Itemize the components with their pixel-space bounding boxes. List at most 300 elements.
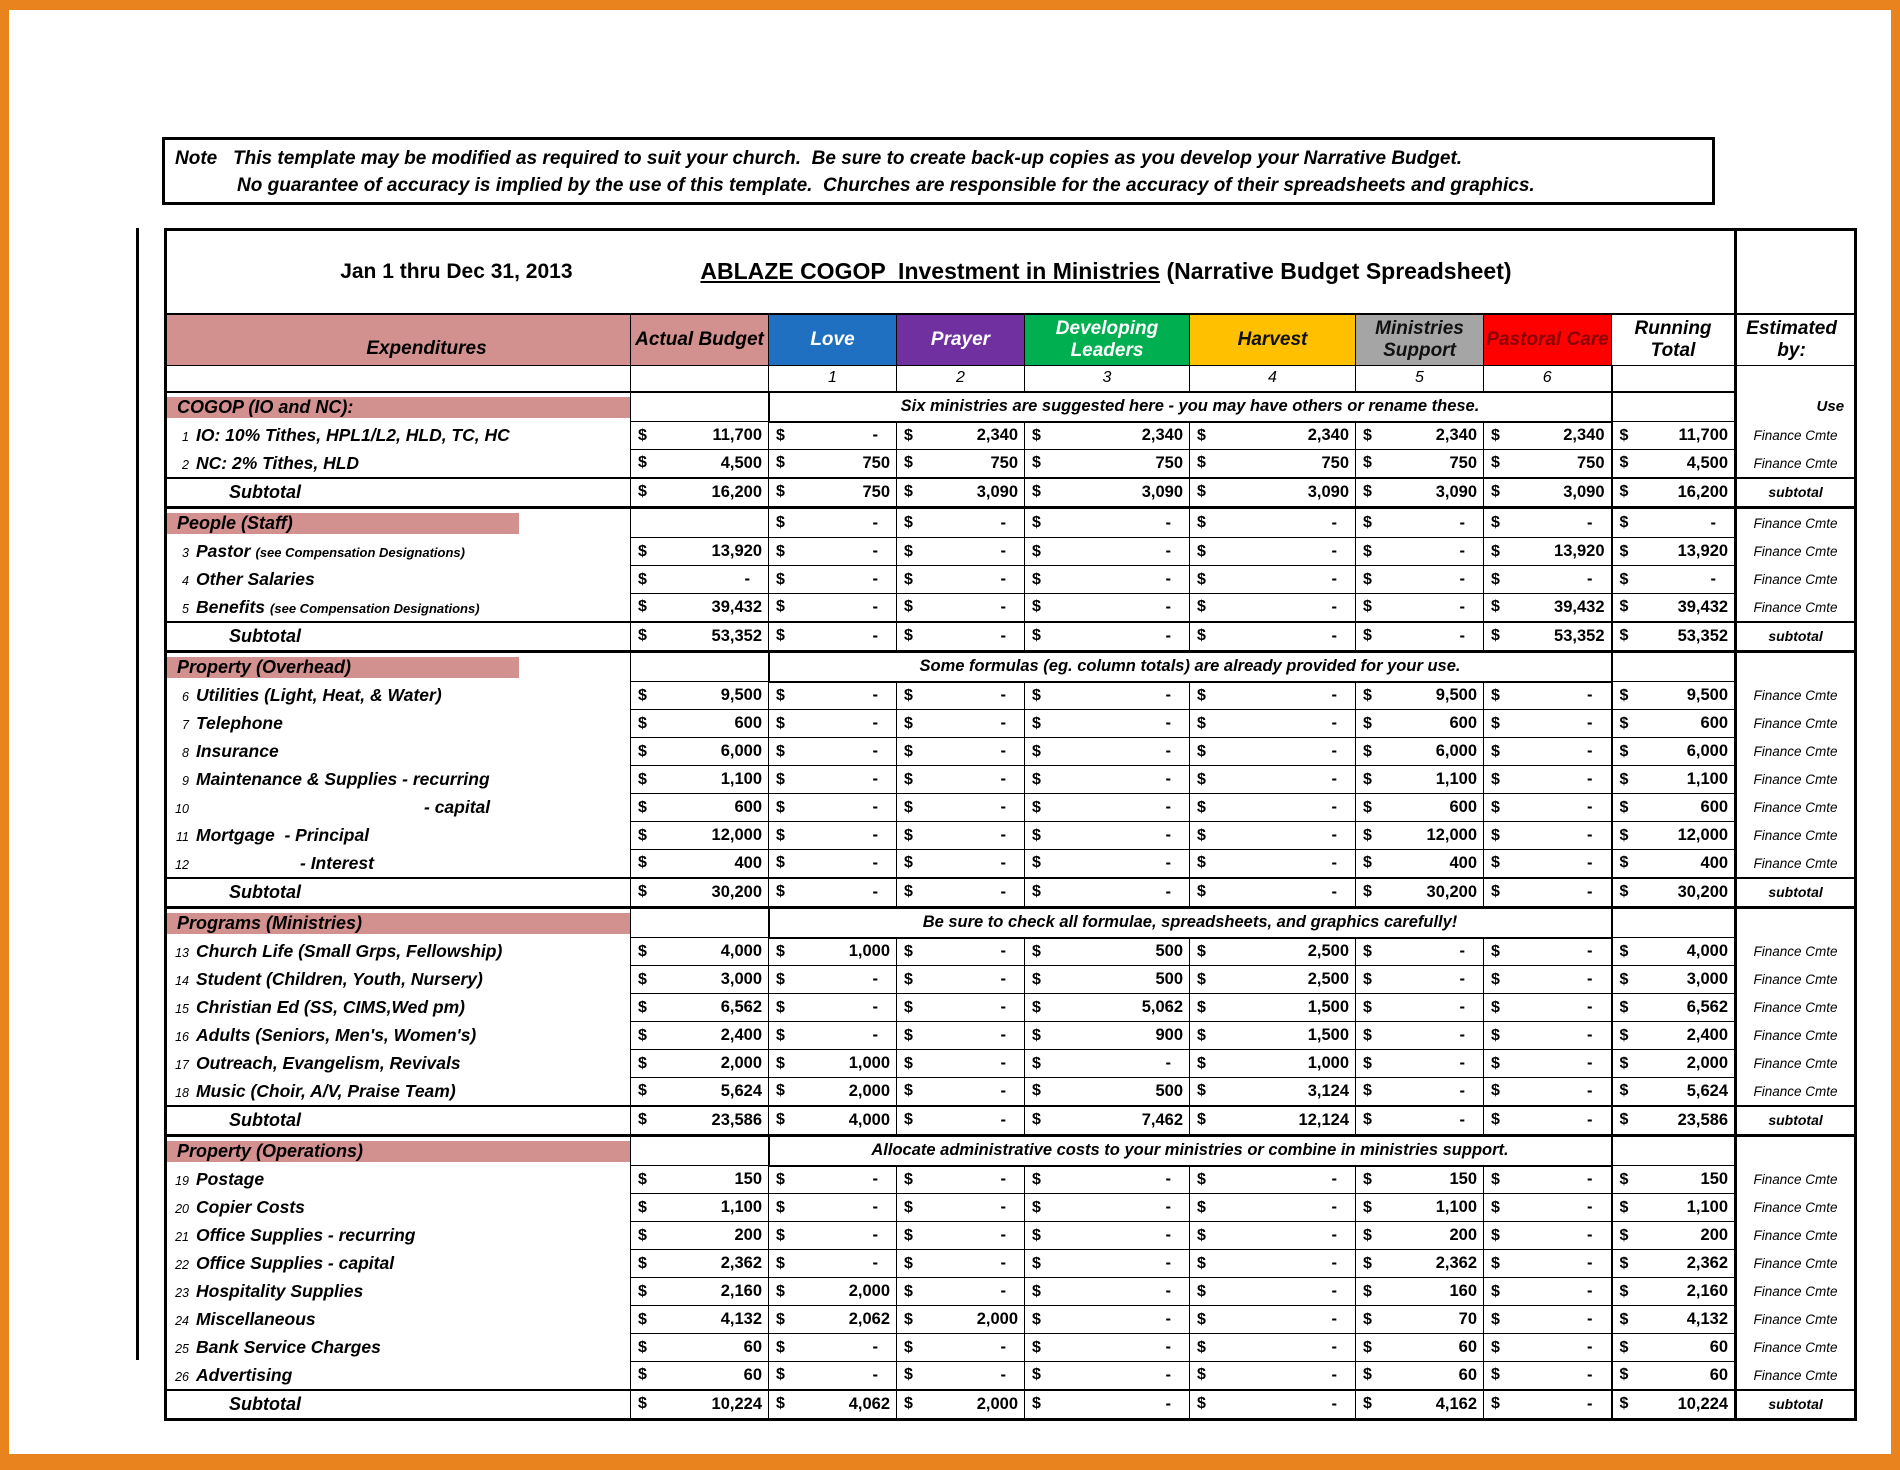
cell-actual-budget[interactable] bbox=[631, 478, 769, 508]
cell-ministries-support[interactable] bbox=[1356, 738, 1484, 766]
cell-ministries-support[interactable] bbox=[1356, 1166, 1484, 1194]
cell-prayer[interactable] bbox=[897, 538, 1025, 566]
cell-developing-leaders[interactable] bbox=[1025, 422, 1190, 450]
cell-running-total[interactable] bbox=[1612, 850, 1736, 878]
cell-ministries-support[interactable] bbox=[1356, 878, 1484, 908]
cell-prayer[interactable] bbox=[897, 710, 1025, 738]
col-header-running-total[interactable]: Running Total bbox=[1612, 314, 1736, 366]
cell-actual-budget[interactable] bbox=[631, 422, 769, 450]
cell-actual-budget[interactable] bbox=[631, 966, 769, 994]
cell-ministries-support[interactable] bbox=[1356, 1050, 1484, 1078]
cell-actual-budget[interactable] bbox=[631, 1362, 769, 1390]
cell-expenditure-label[interactable] bbox=[166, 594, 631, 622]
cell-prayer[interactable] bbox=[897, 1078, 1025, 1106]
cell-ministries-support[interactable] bbox=[1356, 1022, 1484, 1050]
cell-running-total[interactable] bbox=[1612, 1222, 1736, 1250]
cell-running-total[interactable] bbox=[1612, 938, 1736, 966]
cell-actual-budget[interactable] bbox=[631, 1166, 769, 1194]
cell-actual-budget[interactable] bbox=[631, 766, 769, 794]
cell-pastoral-care[interactable] bbox=[1484, 594, 1612, 622]
cell-prayer[interactable] bbox=[897, 478, 1025, 508]
ministry-number-3[interactable]: 3 bbox=[1025, 366, 1190, 392]
cell-running-total[interactable] bbox=[1612, 738, 1736, 766]
cell-expenditure-label[interactable] bbox=[166, 994, 631, 1022]
cell-expenditure-label[interactable] bbox=[166, 738, 631, 766]
cell-developing-leaders[interactable] bbox=[1025, 594, 1190, 622]
cell-ministries-support[interactable] bbox=[1356, 850, 1484, 878]
cell-harvest[interactable] bbox=[1190, 1306, 1356, 1334]
cell-actual-budget[interactable] bbox=[631, 1022, 769, 1050]
cell-expenditure-label[interactable] bbox=[166, 1334, 631, 1362]
cell-actual-budget[interactable] bbox=[631, 622, 769, 652]
cell-harvest[interactable] bbox=[1190, 794, 1356, 822]
cell-love[interactable] bbox=[769, 566, 897, 594]
cell-developing-leaders[interactable] bbox=[1025, 794, 1190, 822]
cell-pastoral-care[interactable] bbox=[1484, 1390, 1612, 1420]
cell-pastoral-care[interactable] bbox=[1484, 822, 1612, 850]
cell-ministries-support[interactable] bbox=[1356, 1278, 1484, 1306]
cell-harvest[interactable] bbox=[1190, 1334, 1356, 1362]
cell-expenditure-label[interactable] bbox=[166, 1194, 631, 1222]
cell-estimated-by[interactable]: Finance Cmte bbox=[1736, 422, 1856, 450]
blank-cell[interactable] bbox=[631, 366, 769, 392]
cell-developing-leaders[interactable] bbox=[1025, 822, 1190, 850]
cell-actual-budget[interactable] bbox=[631, 392, 769, 422]
cell-developing-leaders[interactable] bbox=[1025, 1334, 1190, 1362]
cell-actual-budget[interactable] bbox=[631, 1306, 769, 1334]
cell-pastoral-care[interactable] bbox=[1484, 794, 1612, 822]
cell-love[interactable] bbox=[769, 1390, 897, 1420]
cell-love[interactable] bbox=[769, 1306, 897, 1334]
cell-harvest[interactable] bbox=[1190, 966, 1356, 994]
cell-developing-leaders[interactable] bbox=[1025, 1166, 1190, 1194]
cell-estimated-by[interactable]: subtotal bbox=[1736, 1106, 1856, 1136]
cell-running-total[interactable] bbox=[1612, 566, 1736, 594]
cell-ministries-support[interactable] bbox=[1356, 1250, 1484, 1278]
cell-actual-budget[interactable] bbox=[631, 1136, 769, 1166]
cell-estimated-by[interactable]: Finance Cmte bbox=[1736, 1222, 1856, 1250]
cell-running-total[interactable] bbox=[1612, 908, 1736, 938]
cell-harvest[interactable] bbox=[1190, 422, 1356, 450]
cell-love[interactable] bbox=[769, 850, 897, 878]
cell-running-total[interactable] bbox=[1612, 822, 1736, 850]
cell-developing-leaders[interactable] bbox=[1025, 682, 1190, 710]
cell-estimated-by[interactable]: subtotal bbox=[1736, 878, 1856, 908]
cell-pastoral-care[interactable] bbox=[1484, 1166, 1612, 1194]
cell-actual-budget[interactable] bbox=[631, 1050, 769, 1078]
cell-actual-budget[interactable] bbox=[631, 850, 769, 878]
cell-running-total[interactable] bbox=[1612, 794, 1736, 822]
cell-love[interactable] bbox=[769, 966, 897, 994]
cell-harvest[interactable] bbox=[1190, 538, 1356, 566]
cell-prayer[interactable] bbox=[897, 422, 1025, 450]
cell-running-total[interactable] bbox=[1612, 594, 1736, 622]
cell-prayer[interactable] bbox=[897, 994, 1025, 1022]
cell-developing-leaders[interactable] bbox=[1025, 1390, 1190, 1420]
cell-developing-leaders[interactable] bbox=[1025, 538, 1190, 566]
cell-pastoral-care[interactable] bbox=[1484, 566, 1612, 594]
cell-pastoral-care[interactable] bbox=[1484, 1362, 1612, 1390]
cell-love[interactable] bbox=[769, 938, 897, 966]
cell-actual-budget[interactable] bbox=[631, 908, 769, 938]
cell-developing-leaders[interactable] bbox=[1025, 878, 1190, 908]
col-header-expenditures[interactable]: Expenditures bbox=[166, 314, 631, 366]
cell-actual-budget[interactable] bbox=[631, 1278, 769, 1306]
cell-prayer[interactable] bbox=[897, 1362, 1025, 1390]
cell-harvest[interactable] bbox=[1190, 710, 1356, 738]
cell-estimated-by[interactable]: Finance Cmte bbox=[1736, 566, 1856, 594]
cell-love[interactable] bbox=[769, 794, 897, 822]
cell-actual-budget[interactable] bbox=[631, 994, 769, 1022]
cell-prayer[interactable] bbox=[897, 1194, 1025, 1222]
cell-pastoral-care[interactable] bbox=[1484, 1194, 1612, 1222]
cell-pastoral-care[interactable] bbox=[1484, 450, 1612, 478]
cell-pastoral-care[interactable] bbox=[1484, 1306, 1612, 1334]
cell-love[interactable] bbox=[769, 594, 897, 622]
cell-prayer[interactable] bbox=[897, 566, 1025, 594]
col-header-developing-leaders[interactable]: Developing Leaders bbox=[1025, 314, 1190, 366]
cell-pastoral-care[interactable] bbox=[1484, 538, 1612, 566]
cell-harvest[interactable] bbox=[1190, 478, 1356, 508]
cell-running-total[interactable] bbox=[1612, 878, 1736, 908]
cell-expenditure-label[interactable] bbox=[166, 710, 631, 738]
cell-prayer[interactable] bbox=[897, 794, 1025, 822]
cell-running-total[interactable] bbox=[1612, 422, 1736, 450]
cell-running-total[interactable] bbox=[1612, 766, 1736, 794]
cell-prayer[interactable] bbox=[897, 1334, 1025, 1362]
cell-estimated-by[interactable]: Finance Cmte bbox=[1736, 450, 1856, 478]
cell-pastoral-care[interactable] bbox=[1484, 1022, 1612, 1050]
cell-love[interactable] bbox=[769, 1106, 897, 1136]
cell-developing-leaders[interactable] bbox=[1025, 738, 1190, 766]
cell-pastoral-care[interactable] bbox=[1484, 622, 1612, 652]
cell-prayer[interactable] bbox=[897, 878, 1025, 908]
cell-expenditure-label[interactable] bbox=[166, 450, 631, 478]
cell-developing-leaders[interactable] bbox=[1025, 938, 1190, 966]
cell-developing-leaders[interactable] bbox=[1025, 1078, 1190, 1106]
cell-estimated-by[interactable]: Finance Cmte bbox=[1736, 938, 1856, 966]
cell-expenditure-label[interactable] bbox=[166, 1136, 631, 1166]
cell-running-total[interactable] bbox=[1612, 1050, 1736, 1078]
cell-expenditure-label[interactable] bbox=[166, 966, 631, 994]
col-header-ministries-support[interactable]: Ministries Support bbox=[1356, 314, 1484, 366]
cell-expenditure-label[interactable] bbox=[166, 1278, 631, 1306]
cell-estimated-by[interactable]: Finance Cmte bbox=[1736, 1078, 1856, 1106]
cell-harvest[interactable] bbox=[1190, 994, 1356, 1022]
cell-pastoral-care[interactable] bbox=[1484, 966, 1612, 994]
cell-ministries-support[interactable] bbox=[1356, 822, 1484, 850]
cell-harvest[interactable] bbox=[1190, 1222, 1356, 1250]
cell-estimated-by[interactable] bbox=[1736, 652, 1856, 682]
cell-developing-leaders[interactable] bbox=[1025, 1306, 1190, 1334]
cell-expenditure-label[interactable] bbox=[166, 566, 631, 594]
cell-pastoral-care[interactable] bbox=[1484, 422, 1612, 450]
cell-love[interactable] bbox=[769, 422, 897, 450]
cell-love[interactable] bbox=[769, 1362, 897, 1390]
cell-prayer[interactable] bbox=[897, 1306, 1025, 1334]
cell-prayer[interactable] bbox=[897, 1166, 1025, 1194]
cell-actual-budget[interactable] bbox=[631, 794, 769, 822]
cell-harvest[interactable] bbox=[1190, 1194, 1356, 1222]
cell-ministries-support[interactable] bbox=[1356, 938, 1484, 966]
col-header-harvest[interactable]: Harvest bbox=[1190, 314, 1356, 366]
cell-ministries-support[interactable] bbox=[1356, 566, 1484, 594]
cell-actual-budget[interactable] bbox=[631, 738, 769, 766]
cell-actual-budget[interactable] bbox=[631, 938, 769, 966]
cell-harvest[interactable] bbox=[1190, 766, 1356, 794]
cell-love[interactable] bbox=[769, 1166, 897, 1194]
cell-harvest[interactable] bbox=[1190, 1250, 1356, 1278]
cell-love[interactable] bbox=[769, 1050, 897, 1078]
cell-expenditure-label[interactable] bbox=[166, 766, 631, 794]
cell-prayer[interactable] bbox=[897, 938, 1025, 966]
cell-actual-budget[interactable] bbox=[631, 822, 769, 850]
cell-love[interactable] bbox=[769, 622, 897, 652]
cell-love[interactable] bbox=[769, 822, 897, 850]
cell-running-total[interactable] bbox=[1612, 450, 1736, 478]
cell-ministries-support[interactable] bbox=[1356, 508, 1484, 538]
cell-expenditure-label[interactable] bbox=[166, 908, 631, 938]
cell-prayer[interactable] bbox=[897, 1222, 1025, 1250]
col-header-estimated-by[interactable]: Estimated by: bbox=[1736, 314, 1856, 366]
cell-estimated-by[interactable]: Finance Cmte bbox=[1736, 1194, 1856, 1222]
cell-love[interactable] bbox=[769, 738, 897, 766]
cell-love[interactable] bbox=[769, 878, 897, 908]
cell-actual-budget[interactable] bbox=[631, 450, 769, 478]
ministry-number-5[interactable]: 5 bbox=[1356, 366, 1484, 392]
cell-developing-leaders[interactable] bbox=[1025, 478, 1190, 508]
cell-harvest[interactable] bbox=[1190, 566, 1356, 594]
cell-ministries-support[interactable] bbox=[1356, 794, 1484, 822]
cell-pastoral-care[interactable] bbox=[1484, 710, 1612, 738]
cell-actual-budget[interactable] bbox=[631, 878, 769, 908]
cell-love[interactable] bbox=[769, 1078, 897, 1106]
cell-expenditure-label[interactable] bbox=[166, 850, 631, 878]
cell-expenditure-label[interactable] bbox=[166, 1078, 631, 1106]
cell-ministries-support[interactable] bbox=[1356, 682, 1484, 710]
cell-prayer[interactable] bbox=[897, 966, 1025, 994]
cell-estimated-by[interactable]: Finance Cmte bbox=[1736, 822, 1856, 850]
cell-estimated-by[interactable]: Finance Cmte bbox=[1736, 1362, 1856, 1390]
cell-running-total[interactable] bbox=[1612, 508, 1736, 538]
cell-prayer[interactable] bbox=[897, 682, 1025, 710]
cell-ministries-support[interactable] bbox=[1356, 1334, 1484, 1362]
cell-harvest[interactable] bbox=[1190, 682, 1356, 710]
cell-estimated-by[interactable]: Finance Cmte bbox=[1736, 1166, 1856, 1194]
cell-developing-leaders[interactable] bbox=[1025, 1222, 1190, 1250]
cell-estimated-by[interactable]: Finance Cmte bbox=[1736, 1278, 1856, 1306]
cell-prayer[interactable] bbox=[897, 622, 1025, 652]
cell-estimated-by[interactable]: subtotal bbox=[1736, 1390, 1856, 1420]
cell-ministries-support[interactable] bbox=[1356, 766, 1484, 794]
cell-harvest[interactable] bbox=[1190, 1022, 1356, 1050]
blank-cell[interactable] bbox=[166, 366, 631, 392]
cell-running-total[interactable] bbox=[1612, 1278, 1736, 1306]
ministry-number-2[interactable]: 2 bbox=[897, 366, 1025, 392]
cell-expenditure-label[interactable] bbox=[166, 652, 631, 682]
cell-actual-budget[interactable] bbox=[631, 594, 769, 622]
cell-prayer[interactable] bbox=[897, 766, 1025, 794]
cell-estimated-by[interactable]: Finance Cmte bbox=[1736, 682, 1856, 710]
ministry-number-6[interactable]: 6 bbox=[1484, 366, 1612, 392]
cell-ministries-support[interactable] bbox=[1356, 538, 1484, 566]
cell-running-total[interactable] bbox=[1612, 1166, 1736, 1194]
cell-developing-leaders[interactable] bbox=[1025, 766, 1190, 794]
cell-harvest[interactable] bbox=[1190, 1078, 1356, 1106]
cell-love[interactable] bbox=[769, 1222, 897, 1250]
cell-developing-leaders[interactable] bbox=[1025, 622, 1190, 652]
ministry-number-4[interactable]: 4 bbox=[1190, 366, 1356, 392]
cell-actual-budget[interactable] bbox=[631, 566, 769, 594]
cell-estimated-by[interactable]: Finance Cmte bbox=[1736, 738, 1856, 766]
cell-pastoral-care[interactable] bbox=[1484, 994, 1612, 1022]
cell-harvest[interactable] bbox=[1190, 1362, 1356, 1390]
cell-pastoral-care[interactable] bbox=[1484, 1278, 1612, 1306]
cell-ministries-support[interactable] bbox=[1356, 1390, 1484, 1420]
cell-running-total[interactable] bbox=[1612, 1334, 1736, 1362]
cell-expenditure-label[interactable] bbox=[166, 1050, 631, 1078]
cell-running-total[interactable] bbox=[1612, 966, 1736, 994]
cell-pastoral-care[interactable] bbox=[1484, 1106, 1612, 1136]
cell-expenditure-label[interactable] bbox=[166, 938, 631, 966]
cell-developing-leaders[interactable] bbox=[1025, 1362, 1190, 1390]
cell-ministries-support[interactable] bbox=[1356, 422, 1484, 450]
cell-running-total[interactable] bbox=[1612, 478, 1736, 508]
cell-running-total[interactable] bbox=[1612, 1362, 1736, 1390]
cell-expenditure-label[interactable] bbox=[166, 1222, 631, 1250]
cell-pastoral-care[interactable] bbox=[1484, 878, 1612, 908]
cell-pastoral-care[interactable] bbox=[1484, 1078, 1612, 1106]
cell-actual-budget[interactable] bbox=[631, 538, 769, 566]
cell-actual-budget[interactable] bbox=[631, 1334, 769, 1362]
cell-expenditure-label[interactable] bbox=[166, 822, 631, 850]
cell-harvest[interactable] bbox=[1190, 850, 1356, 878]
cell-prayer[interactable] bbox=[897, 1106, 1025, 1136]
cell-expenditure-label[interactable] bbox=[166, 478, 631, 508]
cell-actual-budget[interactable] bbox=[631, 1250, 769, 1278]
ministry-number-1[interactable]: 1 bbox=[769, 366, 897, 392]
cell-love[interactable] bbox=[769, 478, 897, 508]
cell-prayer[interactable] bbox=[897, 1390, 1025, 1420]
cell-love[interactable] bbox=[769, 1022, 897, 1050]
cell-prayer[interactable] bbox=[897, 1050, 1025, 1078]
cell-pastoral-care[interactable] bbox=[1484, 738, 1612, 766]
cell-ministries-support[interactable] bbox=[1356, 966, 1484, 994]
cell-developing-leaders[interactable] bbox=[1025, 1022, 1190, 1050]
cell-harvest[interactable] bbox=[1190, 738, 1356, 766]
cell-actual-budget[interactable] bbox=[631, 1194, 769, 1222]
cell-pastoral-care[interactable] bbox=[1484, 1050, 1612, 1078]
cell-developing-leaders[interactable] bbox=[1025, 1106, 1190, 1136]
cell-estimated-by[interactable]: Finance Cmte bbox=[1736, 538, 1856, 566]
cell-pastoral-care[interactable] bbox=[1484, 1222, 1612, 1250]
cell-expenditure-label[interactable] bbox=[166, 1250, 631, 1278]
cell-love[interactable] bbox=[769, 710, 897, 738]
cell-actual-budget[interactable] bbox=[631, 652, 769, 682]
cell-harvest[interactable] bbox=[1190, 594, 1356, 622]
cell-harvest[interactable] bbox=[1190, 1166, 1356, 1194]
cell-estimated-by[interactable]: Finance Cmte bbox=[1736, 850, 1856, 878]
cell-harvest[interactable] bbox=[1190, 1278, 1356, 1306]
cell-estimated-by[interactable]: Finance Cmte bbox=[1736, 710, 1856, 738]
cell-estimated-by[interactable]: Finance Cmte bbox=[1736, 1306, 1856, 1334]
cell-expenditure-label[interactable] bbox=[166, 538, 631, 566]
cell-developing-leaders[interactable] bbox=[1025, 1050, 1190, 1078]
cell-estimated-by[interactable]: Finance Cmte bbox=[1736, 766, 1856, 794]
cell-estimated-by[interactable]: Finance Cmte bbox=[1736, 1250, 1856, 1278]
cell-ministries-support[interactable] bbox=[1356, 1222, 1484, 1250]
cell-prayer[interactable] bbox=[897, 1022, 1025, 1050]
cell-running-total[interactable] bbox=[1612, 1136, 1736, 1166]
cell-running-total[interactable] bbox=[1612, 1306, 1736, 1334]
cell-love[interactable] bbox=[769, 1194, 897, 1222]
cell-prayer[interactable] bbox=[897, 822, 1025, 850]
cell-expenditure-label[interactable] bbox=[166, 1390, 631, 1420]
cell-estimated-by[interactable]: Finance Cmte bbox=[1736, 994, 1856, 1022]
cell-expenditure-label[interactable] bbox=[166, 1306, 631, 1334]
cell-actual-budget[interactable] bbox=[631, 1106, 769, 1136]
cell-ministries-support[interactable] bbox=[1356, 450, 1484, 478]
cell-pastoral-care[interactable] bbox=[1484, 478, 1612, 508]
cell-harvest[interactable] bbox=[1190, 878, 1356, 908]
cell-love[interactable] bbox=[769, 538, 897, 566]
cell-harvest[interactable] bbox=[1190, 822, 1356, 850]
cell-prayer[interactable] bbox=[897, 1278, 1025, 1306]
cell-estimated-by[interactable]: Finance Cmte bbox=[1736, 508, 1856, 538]
cell-estimated-by[interactable] bbox=[1736, 908, 1856, 938]
cell-running-total[interactable] bbox=[1612, 1194, 1736, 1222]
cell-harvest[interactable] bbox=[1190, 622, 1356, 652]
cell-pastoral-care[interactable] bbox=[1484, 850, 1612, 878]
cell-actual-budget[interactable] bbox=[631, 682, 769, 710]
cell-ministries-support[interactable] bbox=[1356, 622, 1484, 652]
cell-expenditure-label[interactable] bbox=[166, 422, 631, 450]
cell-expenditure-label[interactable] bbox=[166, 878, 631, 908]
cell-running-total[interactable] bbox=[1612, 652, 1736, 682]
blank-cell[interactable] bbox=[1736, 366, 1856, 392]
cell-love[interactable] bbox=[769, 508, 897, 538]
cell-pastoral-care[interactable] bbox=[1484, 766, 1612, 794]
cell-love[interactable] bbox=[769, 1334, 897, 1362]
cell-actual-budget[interactable] bbox=[631, 508, 769, 538]
cell-developing-leaders[interactable] bbox=[1025, 566, 1190, 594]
cell-running-total[interactable] bbox=[1612, 1250, 1736, 1278]
cell-estimated-by[interactable]: Finance Cmte bbox=[1736, 966, 1856, 994]
blank-cell[interactable] bbox=[1612, 366, 1736, 392]
cell-ministries-support[interactable] bbox=[1356, 1362, 1484, 1390]
cell-running-total[interactable] bbox=[1612, 1106, 1736, 1136]
cell-developing-leaders[interactable] bbox=[1025, 966, 1190, 994]
cell-ministries-support[interactable] bbox=[1356, 478, 1484, 508]
cell-pastoral-care[interactable] bbox=[1484, 938, 1612, 966]
cell-ministries-support[interactable] bbox=[1356, 1078, 1484, 1106]
cell-expenditure-label[interactable] bbox=[166, 1362, 631, 1390]
cell-estimated-by[interactable]: subtotal bbox=[1736, 478, 1856, 508]
cell-estimated-by[interactable] bbox=[1736, 1136, 1856, 1166]
cell-harvest[interactable] bbox=[1190, 508, 1356, 538]
cell-developing-leaders[interactable] bbox=[1025, 710, 1190, 738]
cell-developing-leaders[interactable] bbox=[1025, 1250, 1190, 1278]
cell-ministries-support[interactable] bbox=[1356, 594, 1484, 622]
cell-pastoral-care[interactable] bbox=[1484, 1334, 1612, 1362]
cell-love[interactable] bbox=[769, 1278, 897, 1306]
cell-developing-leaders[interactable] bbox=[1025, 508, 1190, 538]
cell-expenditure-label[interactable] bbox=[166, 682, 631, 710]
cell-ministries-support[interactable] bbox=[1356, 1106, 1484, 1136]
cell-expenditure-label[interactable] bbox=[166, 508, 631, 538]
cell-prayer[interactable] bbox=[897, 594, 1025, 622]
cell-pastoral-care[interactable] bbox=[1484, 508, 1612, 538]
